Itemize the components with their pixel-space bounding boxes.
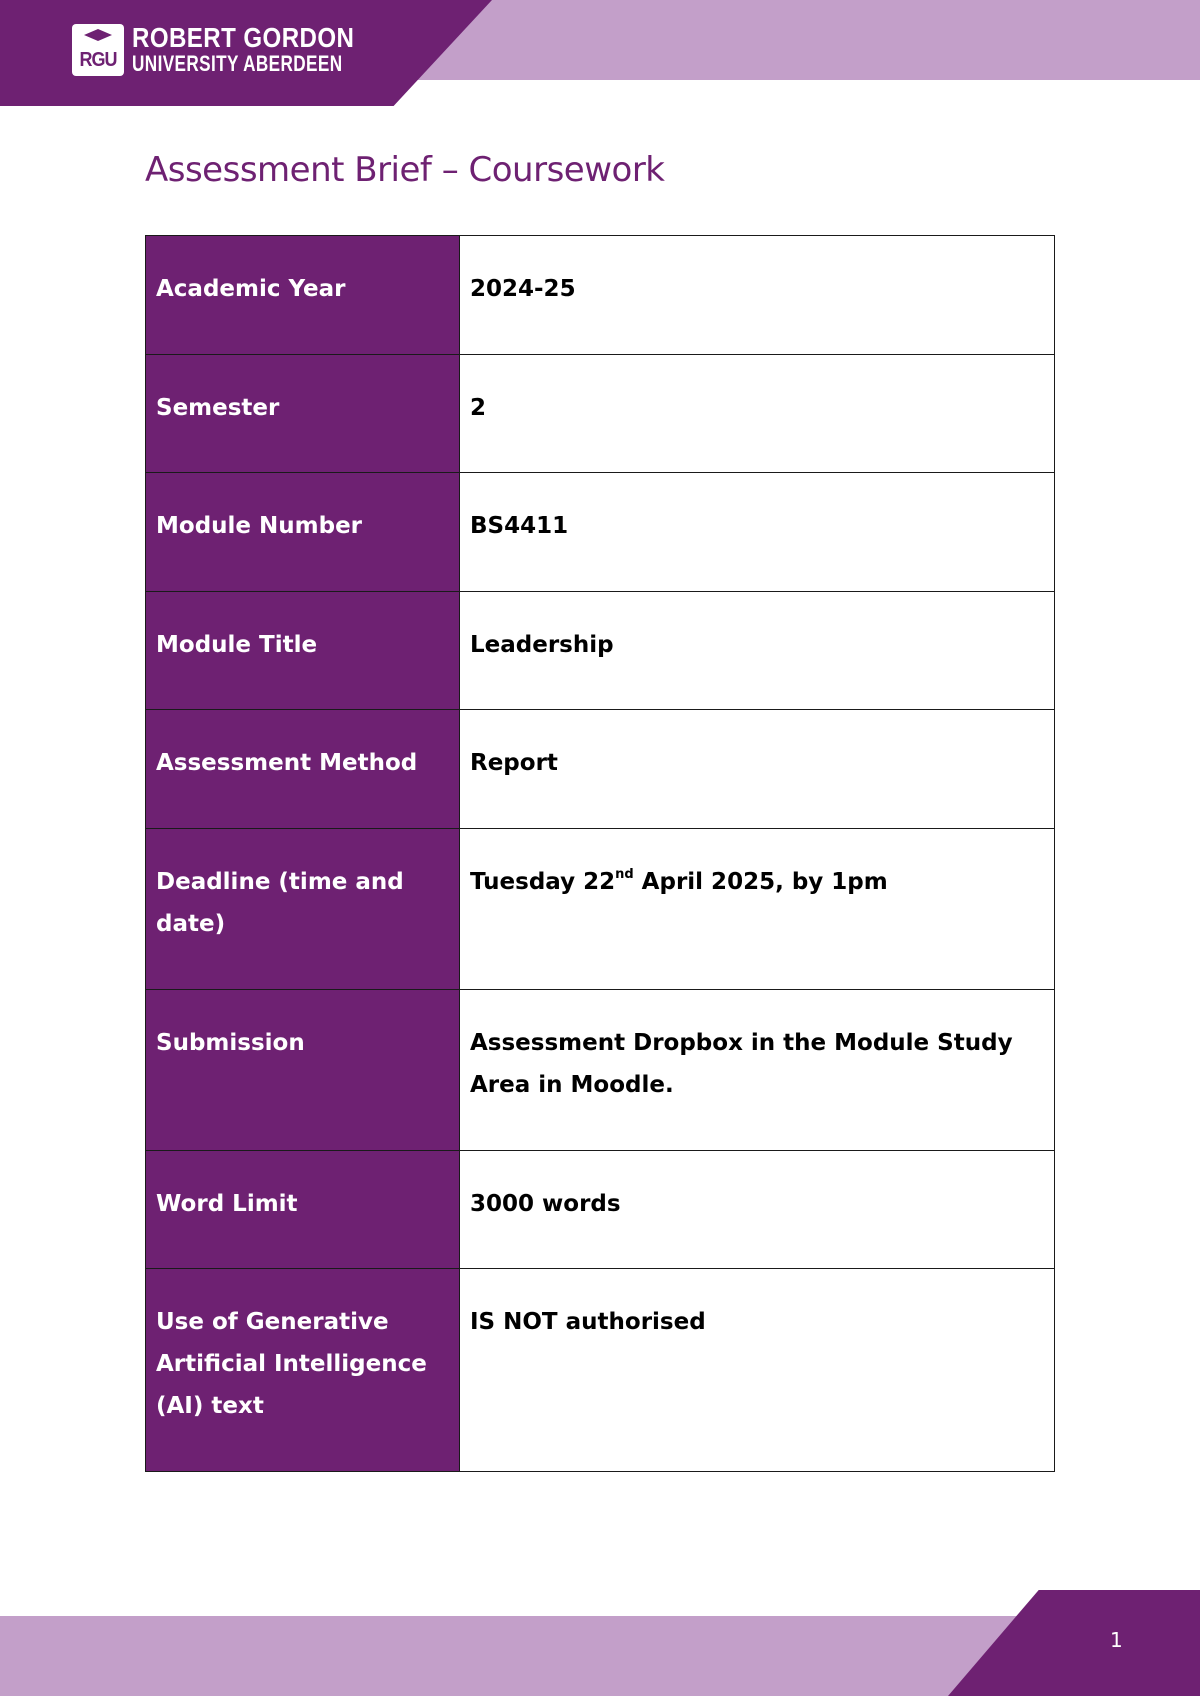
- row-value: Leadership: [470, 632, 614, 658]
- logo-name-line2: UNIVERSITY ABERDEEN: [132, 51, 343, 76]
- assessment-details-table: [145, 235, 1055, 1472]
- table-row: [146, 1151, 1055, 1269]
- logo-badge-text: RGU: [79, 47, 117, 71]
- table-row: [146, 710, 1055, 829]
- row-label: Use of Generative Artificial Intelligence (AI) text: [156, 1309, 427, 1419]
- table-row: [146, 473, 1055, 592]
- rgu-badge: [72, 24, 124, 76]
- row-label: Module Title: [156, 632, 318, 658]
- table-row: [146, 355, 1055, 473]
- table-row: [146, 592, 1055, 710]
- ordinal-suffix: nd: [615, 867, 634, 883]
- row-label: Academic Year: [156, 276, 346, 302]
- table-row: [146, 829, 1055, 990]
- row-label: Assessment Method: [156, 750, 418, 776]
- row-label: Word Limit: [156, 1191, 298, 1217]
- row-value: 2024-25: [470, 276, 576, 302]
- table-row: [146, 1269, 1055, 1472]
- mortarboard-icon: [84, 29, 112, 43]
- row-value: Report: [470, 750, 558, 776]
- row-value: 2: [470, 395, 487, 421]
- page-number: 1: [1110, 1628, 1123, 1652]
- rgu-logo: [72, 24, 402, 76]
- row-value: BS4411: [470, 513, 569, 539]
- row-value: Assessment Dropbox in the Module Study Area in Moodle.: [470, 1030, 1013, 1098]
- row-label: Deadline (time and date): [156, 869, 404, 937]
- row-label: Submission: [156, 1030, 305, 1056]
- logo-name-line1: ROBERT GORDON: [132, 22, 355, 53]
- row-value: 3000 words: [470, 1191, 621, 1217]
- table-row: [146, 236, 1055, 355]
- row-value: IS NOT authorised: [470, 1309, 706, 1335]
- row-label: Semester: [156, 395, 280, 421]
- page-title: Assessment Brief – Coursework: [145, 150, 665, 190]
- row-value: Tuesday 22nd April 2025, by 1pm: [470, 867, 888, 895]
- row-label: Module Number: [156, 513, 363, 539]
- table-row: [146, 990, 1055, 1151]
